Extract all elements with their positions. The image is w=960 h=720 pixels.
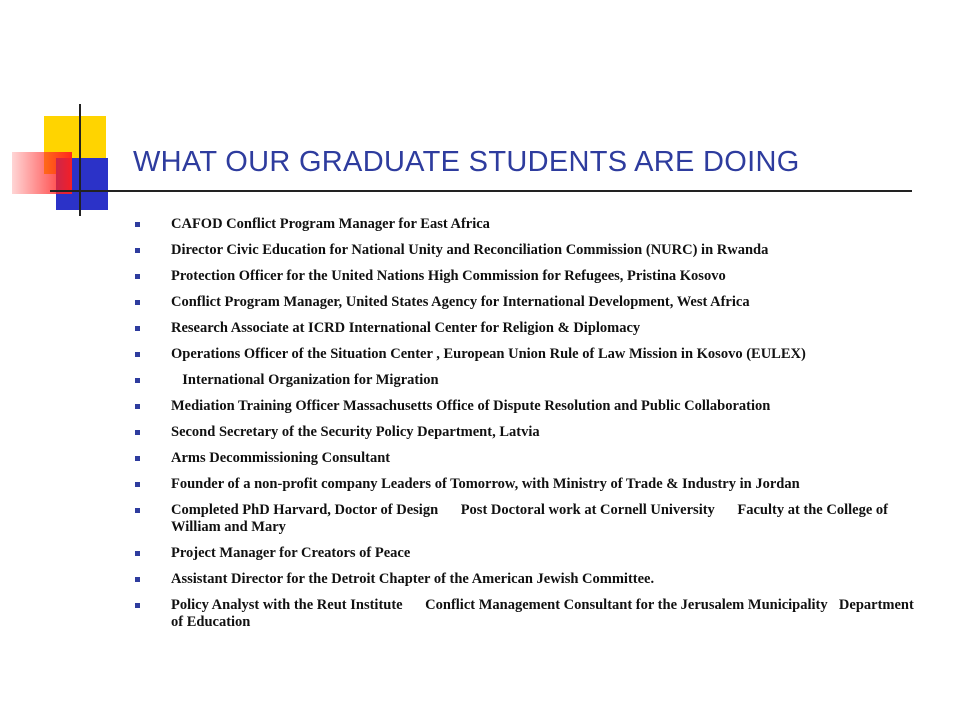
list-item-text: Assistant Director for the Detroit Chapter of the American Jewish Committee. (171, 571, 655, 587)
square-bullet-icon (135, 404, 140, 409)
square-bullet-icon (135, 603, 140, 608)
square-bullet-icon (135, 274, 140, 279)
list-item (133, 346, 928, 363)
list-item-text: Arms Decommissioning Consultant (171, 450, 391, 466)
list-item-text: Director Civic Education for National Unity and Reconciliation Commission (NURC) in Rwanda (171, 242, 769, 258)
list-item-text: Conflict Program Manager, United States Agency for International Development, West Africa (171, 294, 750, 310)
square-bullet-icon (135, 456, 140, 461)
list-item-text: Policy Analyst with the Reut Institute Conflict Management Consultant for the Jerusalem Municipality Department of Education (171, 597, 903, 630)
title-underline (50, 190, 912, 192)
list-item-text: International Organization for Migration (171, 372, 428, 388)
graduate-roles-list (133, 216, 928, 640)
list-item (133, 424, 928, 441)
list-item-text: Operations Officer of the Situation Center , European Union Rule of Law Mission in Kosovo (EULEX) (171, 346, 806, 362)
square-bullet-icon (135, 577, 140, 582)
square-bullet-icon (135, 551, 140, 556)
list-item-text: Research Associate at ICRD International Center for Religion & Diplomacy (171, 320, 641, 336)
list-item (133, 571, 928, 588)
list-item (133, 450, 928, 467)
list-item (133, 268, 928, 285)
square-bullet-icon (135, 508, 140, 513)
list-item (133, 476, 928, 493)
list-item-text: Mediation Training Officer Massachusetts Office of Dispute Resolution and Public Collaboration (171, 398, 771, 414)
list-item (133, 398, 928, 415)
list-item-text: Protection Officer for the United Nations High Commission for Refugees, Pristina Kosovo (171, 268, 726, 284)
square-bullet-icon (135, 248, 140, 253)
square-bullet-icon (135, 326, 140, 331)
list-item (133, 294, 928, 311)
slide-title: WHAT OUR GRADUATE STUDENTS ARE DOING (133, 146, 800, 178)
list-item (133, 372, 928, 389)
list-item-text: Project Manager for Creators of Peace (171, 545, 411, 561)
list-item-text: CAFOD Conflict Program Manager for East Africa (171, 216, 490, 232)
square-bullet-icon (135, 222, 140, 227)
square-bullet-icon (135, 482, 140, 487)
list-item (133, 216, 928, 233)
list-item-text: Completed PhD Harvard, Doctor of Design Post Doctoral work at Cornell University Faculty at the College of William and Mary (171, 502, 904, 535)
list-item-text: Second Secretary of the Security Policy Department, Latvia (171, 424, 540, 440)
list-item-text: Founder of a non-profit company Leaders of Tomorrow, with Ministry of Trade & Industry in Jordan (171, 476, 800, 492)
square-bullet-icon (135, 378, 140, 383)
logo-vertical-line (79, 104, 81, 216)
square-bullet-icon (135, 352, 140, 357)
list-item (133, 242, 928, 259)
list-item (133, 545, 928, 562)
logo-red-gradient-block (12, 152, 72, 194)
square-bullet-icon (135, 430, 140, 435)
square-bullet-icon (135, 300, 140, 305)
list-item (133, 597, 928, 631)
list-item (133, 320, 928, 337)
list-item (133, 502, 928, 536)
